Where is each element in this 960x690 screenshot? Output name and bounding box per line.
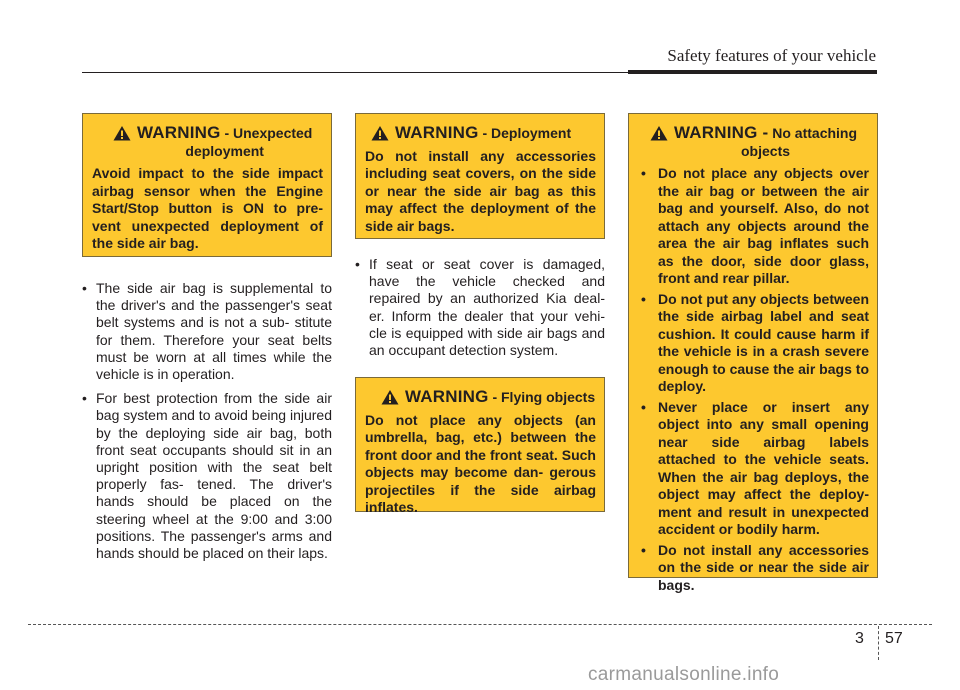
page-number-divider (878, 626, 879, 660)
body-list-item: • If seat or seat cover is damaged, have the vehicle checked and repaired by an authorized Kia deal- er. Inform the dealer that your vehi- cle is equipped with side air bags and an occupant detection system. (355, 256, 605, 359)
warning-header (92, 124, 323, 160)
body-list-left (82, 280, 332, 569)
body-list-item: • The side air bag is supplemental to the driver's and the passenger's seat belt systems and is not a sub- stitute for them. Therefore your seat belts must be worn at all times while the vehicle is in operation. (82, 280, 332, 383)
warning-subtitle: No attaching (772, 125, 858, 141)
header-rule-thick (628, 70, 877, 74)
warning-box-flying-objects (355, 377, 605, 515)
body-list-item: • For best protection from the side air bag system and to avoid being injured by the deploying side air bag, both front seat occupants should sit in an upright position with the seat belt properly fas- tened. The driver's hands should be placed on the steering wheel at the 9:00 and 3:00 positions. The passenger's arms and hands should be placed on their laps. (82, 390, 332, 562)
warning-subtitle: - Unexpected (224, 125, 313, 141)
warning-word: WARNING - (674, 123, 769, 142)
warning-header (365, 388, 596, 407)
warning-list-item: • Do not place any objects over the air bag or between the air bag and yourself. Also, do not attach any objects around the area the air bag inflates such as the door, side door glass, front and rear pillar. (638, 165, 869, 288)
warning-subtitle-cont: objects (741, 142, 791, 159)
warning-body: Do not install any accessories including seat covers, on the side or near the side air bag as this may affect the deployment of the side air bags. (365, 147, 596, 234)
warning-body: Do not place any objects (an umbrella, bag, etc.) between the front door and the front seat. Such objects may become dan- gerous projectiles if the side airbag inflates. (365, 411, 596, 515)
footer-rule (28, 624, 932, 625)
warning-box-unexpected-deployment (82, 113, 332, 257)
warning-subtitle-cont: deployment (185, 142, 264, 159)
warning-list-item: • Never place or insert any object into any small opening near side airbag labels attached to the vehicle seats. When the air bag deploys, the object may affect the deploy- ment and result in unexpected accident or bodily harm. (638, 399, 869, 539)
warning-list-item: • Do not install any accessories on the side or near the side air bags. (638, 542, 869, 595)
warning-list (638, 165, 869, 594)
warning-header (638, 124, 869, 160)
header-rule-thin (82, 72, 628, 73)
warning-triangle-icon (113, 125, 131, 141)
warning-triangle-icon (371, 125, 389, 141)
page-header-title: Safety features of your vehicle (667, 46, 876, 65)
warning-word: WARNING (405, 387, 489, 406)
body-list-middle (355, 256, 605, 366)
warning-triangle-icon (381, 389, 399, 405)
warning-triangle-icon (650, 125, 668, 141)
warning-word: WARNING (395, 123, 479, 142)
warning-box-deployment (355, 113, 605, 239)
warning-body: Avoid impact to the side impact airbag sensor when the Engine Start/Stop button is ON to pre- vent unexpected deployment of the side air bag. (92, 165, 323, 251)
warning-word: WARNING (137, 123, 221, 142)
warning-subtitle: - Flying objects (492, 389, 596, 405)
page-chapter: 3 (855, 630, 864, 647)
page-number: 57 (885, 630, 903, 647)
watermark-text: carmanualsonline.info (588, 664, 780, 685)
warning-subtitle: - Deployment (482, 125, 572, 141)
warning-box-no-attaching-objects (628, 113, 878, 593)
warning-header (365, 124, 596, 143)
warning-list-item: • Do not put any objects between the side airbag label and seat cushion. It could cause harm if the vehicle is in a crash severe enough to cause the air bags to deploy. (638, 291, 869, 396)
